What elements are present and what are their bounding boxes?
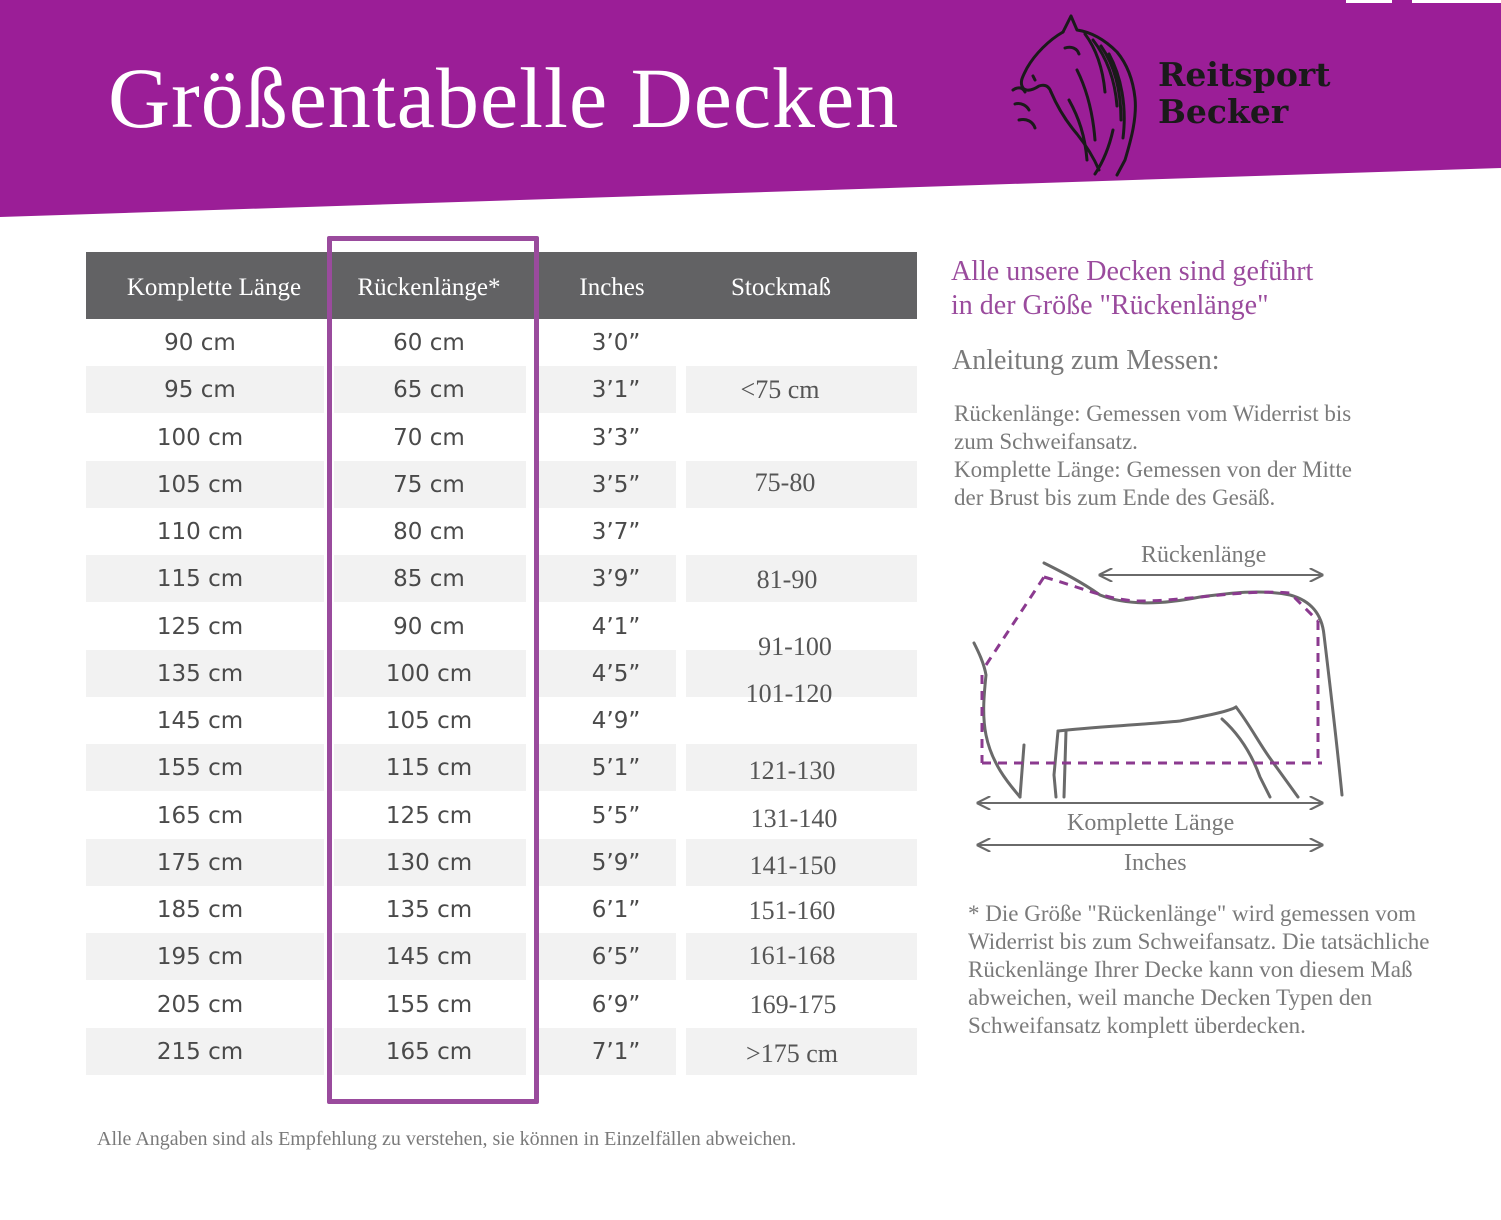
cell-back-length: 125 cm [385,802,473,829]
instruction-line-3: Komplette Länge: Gemessen von der Mitte [954,457,1352,482]
cell-inches: 7’1” [591,1038,641,1065]
cell-full-length: 155 cm [156,755,244,782]
cell-inches: 3’9” [591,566,641,593]
column-gap [676,744,686,791]
column-gap [676,886,686,933]
cell-full-length: 115 cm [156,566,244,593]
cell-back-length: 130 cm [385,849,473,876]
cell-back-length: 155 cm [385,991,473,1018]
cell-stockmass: 75-80 [754,468,816,497]
instruction-line-4: der Brust bis zum Ende des Gesäß. [954,485,1276,510]
column-gap [676,319,686,366]
cell-inches: 3’3” [591,424,641,451]
cell-inches: 5’5” [591,802,641,829]
cell-back-length: 100 cm [385,660,473,687]
cell-back-length: 135 cm [385,897,473,923]
cell-back-length: 165 cm [385,1038,473,1065]
column-gap [676,508,686,555]
cell-full-length: 185 cm [156,897,244,923]
column-header-inches: Inches [579,274,645,301]
column-gap [676,366,686,413]
cell-inches: 4’5” [591,660,641,687]
column-gap [676,414,686,461]
cell-full-length: 90 cm [164,330,236,356]
cell-full-length: 100 cm [156,424,244,451]
diagram-label-full-length: Komplette Länge [1067,810,1235,836]
cell-inches: 5’9” [591,849,641,876]
column-gap [676,697,686,744]
cell-back-length: 85 cm [393,566,465,593]
column-header-full-length: Komplette Länge [126,274,302,301]
cell-stockmass: 81-90 [756,565,818,594]
cell-stockmass: 151-160 [748,896,836,925]
column-gap [676,981,686,1028]
top-edge-tab [1346,0,1392,3]
column-gap [676,792,686,839]
instruction-line-2: zum Schweifansatz. [954,429,1138,454]
column-gap [676,461,686,508]
cell-full-length: 215 cm [156,1038,244,1065]
back-length-note: * Die Größe "Rückenlänge" wird gemessen vom Widerrist bis zum Schweifansatz. Die tatsächliche Rückenlänge Ihrer Decke kann von diesem Maß abweichen, weil manche Decken Typen den Schweifansatz komplett überdecken. [968,901,1430,1038]
column-header-back-length: Rückenlänge* [357,274,501,301]
cell-full-length: 110 cm [156,519,244,545]
info-heading-line-2: in der Größe "Rückenlänge" [951,290,1269,321]
cell-back-length: 65 cm [393,377,465,404]
cell-stockmass: 141-150 [749,851,837,880]
cell-back-length: 145 cm [385,944,473,971]
cell-back-length: 80 cm [393,519,465,545]
cell-inches: 3’1” [591,377,641,404]
cell-stockmass: 161-168 [748,941,836,970]
info-heading-line-1: Alle unsere Decken sind geführt [951,256,1314,287]
cell-inches: 4’1” [591,613,641,640]
back-length-highlight-frame [327,236,539,1104]
cell-full-length: 175 cm [156,849,244,876]
column-gap [676,1028,686,1075]
cell-stockmass: 169-175 [749,990,837,1019]
cell-full-length: 105 cm [156,471,244,498]
cell-back-length: 70 cm [393,424,465,451]
page-title: Größentabelle Decken [108,50,900,146]
cell-inches: 6’5” [591,944,641,971]
diagram-label-back-length: Rückenlänge [1141,542,1267,568]
cell-back-length: 60 cm [393,330,465,356]
cell-inches: 6’1” [591,897,641,923]
cell-inches: 3’5” [591,471,641,498]
instruction-line-1: Rückenlänge: Gemessen vom Widerrist bis [954,401,1352,426]
cell-full-length: 195 cm [156,944,244,971]
cell-full-length: 145 cm [156,708,244,734]
cell-stockmass: 91-100 [758,632,832,661]
cell-stockmass: 101-120 [745,679,833,708]
cell-full-length: 165 cm [156,802,244,829]
cell-full-length: 125 cm [156,613,244,640]
cell-inches: 5’1” [591,755,641,782]
cell-inches: 4’9” [591,708,641,734]
cell-inches: 3’7” [591,519,641,545]
info-heading [951,255,1313,323]
logo-line-2: Becker [1158,92,1289,131]
horse-logo-icon [1005,10,1155,180]
cell-stockmass: 121-130 [748,756,836,785]
cell-stockmass: 131-140 [750,804,838,833]
diagram-label-inches: Inches [1124,850,1187,876]
column-gap [676,650,686,697]
cell-back-length: 105 cm [385,708,473,734]
column-gap [676,839,686,886]
cell-full-length: 95 cm [164,377,236,404]
measure-instructions-text [954,400,1352,512]
cell-inches: 6’9” [591,991,641,1018]
footer-disclaimer: Alle Angaben sind als Empfehlung zu verstehen, sie können in Einzelfällen abweichen. [97,1128,797,1150]
cell-full-length: 205 cm [156,991,244,1018]
measurement-guides [982,577,1322,763]
cell-inches: 3’0” [591,330,641,356]
brand-logo-text [1158,56,1331,130]
logo-line-1: Reitsport [1158,55,1331,94]
column-gap [676,603,686,650]
measure-instructions-heading: Anleitung zum Messen: [952,345,1220,376]
cell-back-length: 90 cm [393,613,465,640]
cell-stockmass: <75 cm [740,375,820,404]
cell-back-length: 115 cm [385,755,473,782]
top-edge-tab [1412,0,1501,3]
cell-back-length: 75 cm [393,471,465,498]
column-header-stockmass: Stockmaß [731,274,831,301]
column-gap [676,555,686,602]
cell-stockmass: >175 cm [746,1039,838,1068]
column-gap [676,933,686,980]
cell-full-length: 135 cm [156,660,244,687]
